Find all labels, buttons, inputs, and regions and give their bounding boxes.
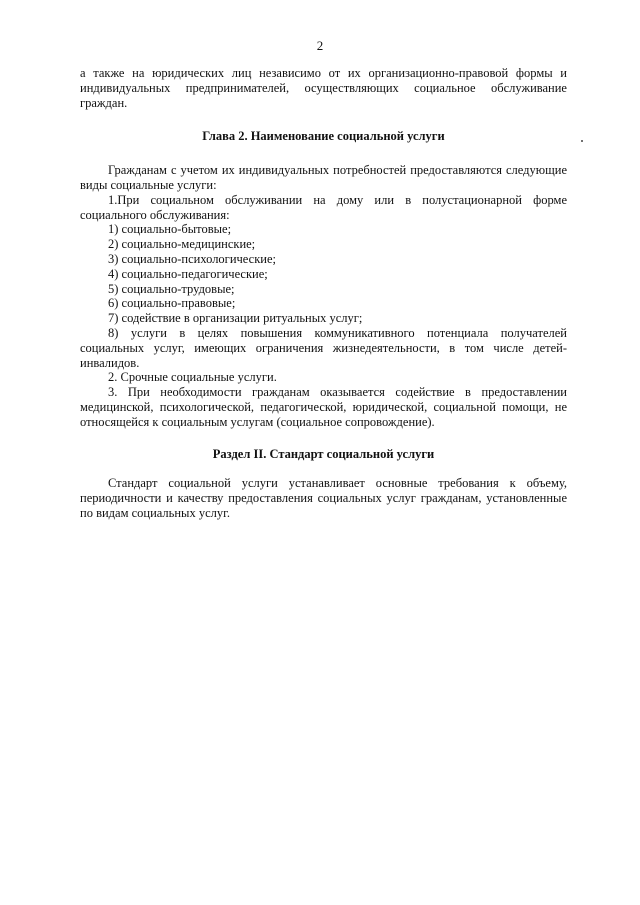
service-item: 4) социально-педагогические;	[108, 266, 268, 281]
service-item: 2) социально-медицинские;	[108, 237, 256, 252]
section-2-heading: Раздел II. Стандарт социальной услуги	[212, 446, 435, 461]
scan-speck	[581, 140, 583, 142]
services-point-1: 1.При социальном обслуживании на дому или в полустационарной форме социального обслуживания:	[80, 192, 567, 222]
service-item: 3) социально-психологические;	[108, 251, 276, 266]
service-item: 6) социально-правовые;	[108, 296, 236, 311]
section-2-paragraph: Стандарт социальной услуги устанавливает основные требования к объему, периодичности и качеству предоставления социальных услуг гражданам, установленные по видам социальных услуг.	[80, 476, 567, 520]
service-item: 1) социально-бытовые;	[108, 222, 232, 237]
service-item: 5) социально-трудовые;	[108, 281, 235, 296]
intro-paragraph: а также на юридических лиц независимо от их организационно-правовой формы и индивидуальных предпринимателей, осуществляющих социальное обслуживание граждан.	[80, 66, 567, 110]
chapter-2-heading: Глава 2. Наименование социальной услуги	[202, 129, 445, 144]
services-point-3: 3. При необходимости гражданам оказывается содействие в предоставлении медицинской, психологической, педагогической, юридической, социальной помощи, не относящейся к социальным услугам (социальное сопровождение).	[80, 385, 567, 429]
document-body	[80, 66, 567, 521]
services-point-2: 2. Срочные социальные услуги.	[108, 370, 277, 385]
service-item: 7) содействие в организации ритуальных услуг;	[108, 311, 363, 326]
chapter-2-lead: Гражданам с учетом их индивидуальных потребностей предоставляются следующие виды социальные услуги:	[80, 163, 567, 192]
service-item-8: 8) услуги в целях повышения коммуникативного потенциала получателей социальных услуг, имеющих ограничения жизнедеятельности, в том числе детей-инвалидов.	[80, 325, 567, 370]
page-number: 2	[316, 38, 324, 53]
